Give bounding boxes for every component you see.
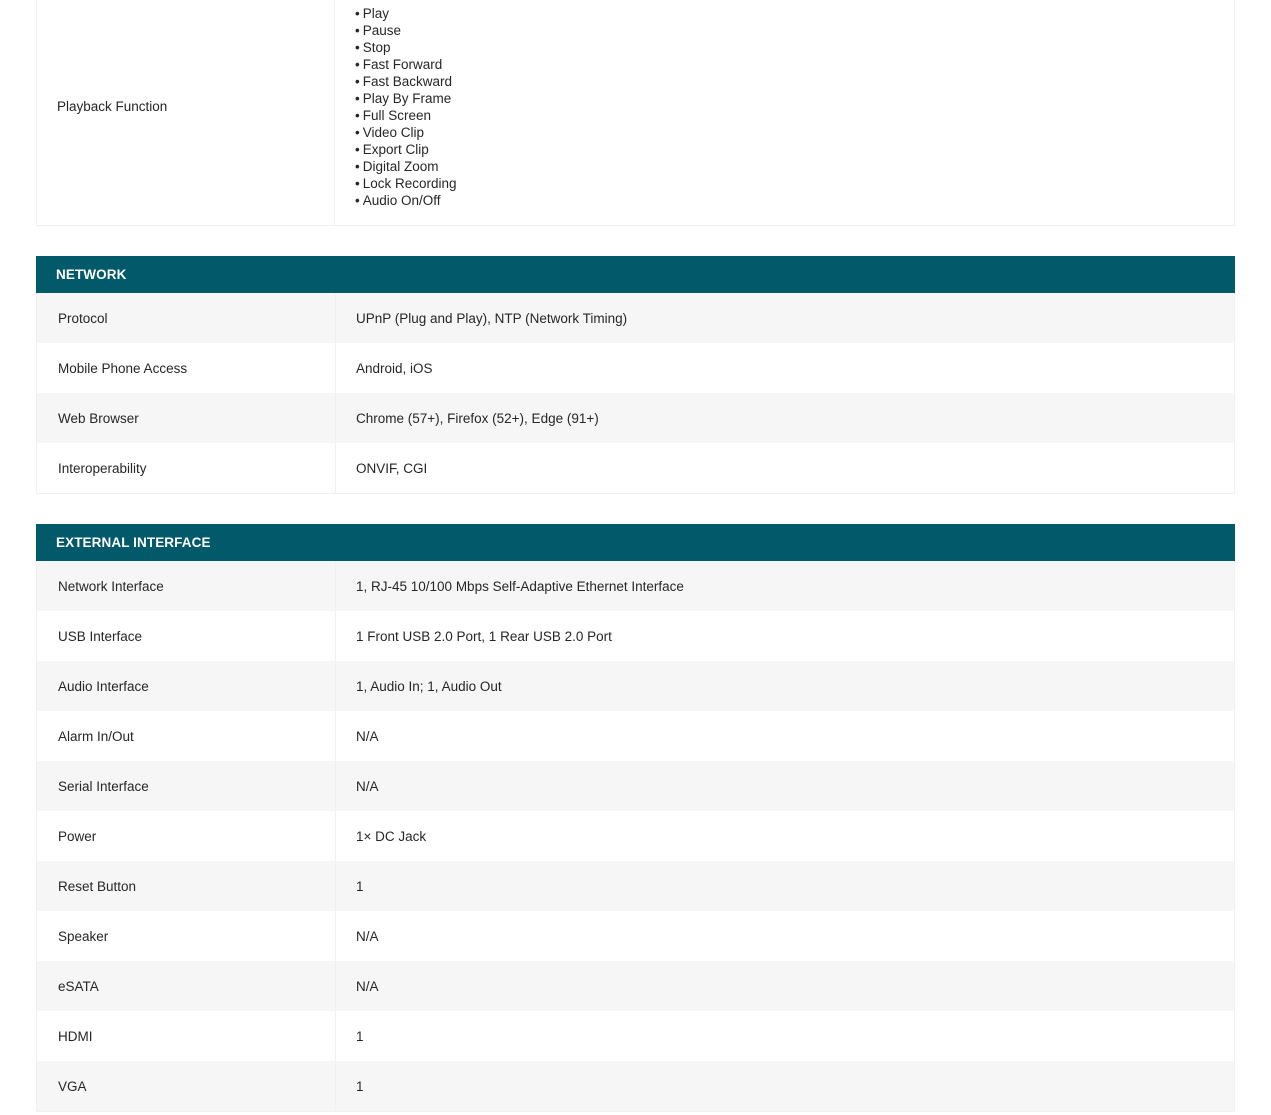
spec-label: Interoperability (37, 443, 336, 493)
table-row (36, 443, 1235, 494)
spec-value: N/A (356, 928, 379, 944)
table-row (36, 393, 1235, 443)
spec-value: 1 (356, 1028, 364, 1044)
spec-value: 1 (356, 878, 364, 894)
network-table (36, 293, 1235, 494)
spec-label: HDMI (37, 1011, 336, 1061)
list-item: • Video Clip (355, 124, 1234, 141)
spec-value: 1 Front USB 2.0 Port, 1 Rear USB 2.0 Port (356, 628, 612, 644)
spec-value: Android, iOS (356, 360, 433, 376)
list-item: • Digital Zoom (355, 158, 1234, 175)
table-row (36, 611, 1235, 661)
list-item: • Audio On/Off (355, 192, 1234, 209)
list-item: • Fast Forward (355, 56, 1234, 73)
spec-label: Power (37, 811, 336, 861)
spec-value: N/A (356, 978, 379, 994)
list-item: • Full Screen (355, 107, 1234, 124)
spec-label: Web Browser (37, 393, 336, 443)
list-item: • Lock Recording (355, 175, 1234, 192)
spec-sheet (36, 0, 1235, 1112)
spec-label: Reset Button (37, 861, 336, 911)
table-row (36, 561, 1235, 611)
table-row (36, 1061, 1235, 1112)
section-spacer (36, 226, 1235, 256)
spec-value (335, 0, 1234, 225)
spec-label: Speaker (37, 911, 336, 961)
table-row (36, 661, 1235, 711)
spec-label: Protocol (37, 293, 336, 343)
playback-function-list (355, 5, 1234, 209)
spec-value: N/A (356, 778, 379, 794)
spec-label: VGA (37, 1061, 336, 1111)
spec-label: Network Interface (37, 561, 336, 611)
spec-label: Mobile Phone Access (37, 343, 336, 393)
spec-label: Alarm In/Out (37, 711, 336, 761)
list-item: • Stop (355, 39, 1234, 56)
table-row (36, 761, 1235, 811)
list-item: • Play By Frame (355, 90, 1234, 107)
section-header-network: NETWORK (36, 256, 1235, 293)
spec-label: eSATA (37, 961, 336, 1011)
spec-value: ONVIF, CGI (356, 460, 428, 476)
table-row (36, 711, 1235, 761)
spec-label: Playback Function (37, 0, 335, 225)
table-row (36, 911, 1235, 961)
list-item: • Export Clip (355, 141, 1234, 158)
list-item: • Play (355, 5, 1234, 22)
section-spacer (36, 494, 1235, 524)
spec-value: 1× DC Jack (356, 828, 427, 844)
external-interface-table (36, 561, 1235, 1112)
spec-value: 1 (356, 1078, 364, 1094)
spec-value: Chrome (57+), Firefox (52+), Edge (91+) (356, 410, 599, 426)
spec-value: N/A (356, 728, 379, 744)
spec-row-playback-function (36, 0, 1235, 226)
table-row (36, 961, 1235, 1011)
table-row (36, 1011, 1235, 1061)
table-row (36, 811, 1235, 861)
spec-value: 1, RJ-45 10/100 Mbps Self-Adaptive Ethernet Interface (356, 578, 684, 594)
list-item: • Fast Backward (355, 73, 1234, 90)
spec-label: Serial Interface (37, 761, 336, 811)
list-item: • Pause (355, 22, 1234, 39)
table-row (36, 861, 1235, 911)
table-row (36, 293, 1235, 343)
section-header-external-interface: EXTERNAL INTERFACE (36, 524, 1235, 561)
spec-label: Audio Interface (37, 661, 336, 711)
spec-value: 1, Audio In; 1, Audio Out (356, 678, 502, 694)
spec-value: UPnP (Plug and Play), NTP (Network Timing) (356, 310, 628, 326)
table-row (36, 343, 1235, 393)
spec-label: USB Interface (37, 611, 336, 661)
